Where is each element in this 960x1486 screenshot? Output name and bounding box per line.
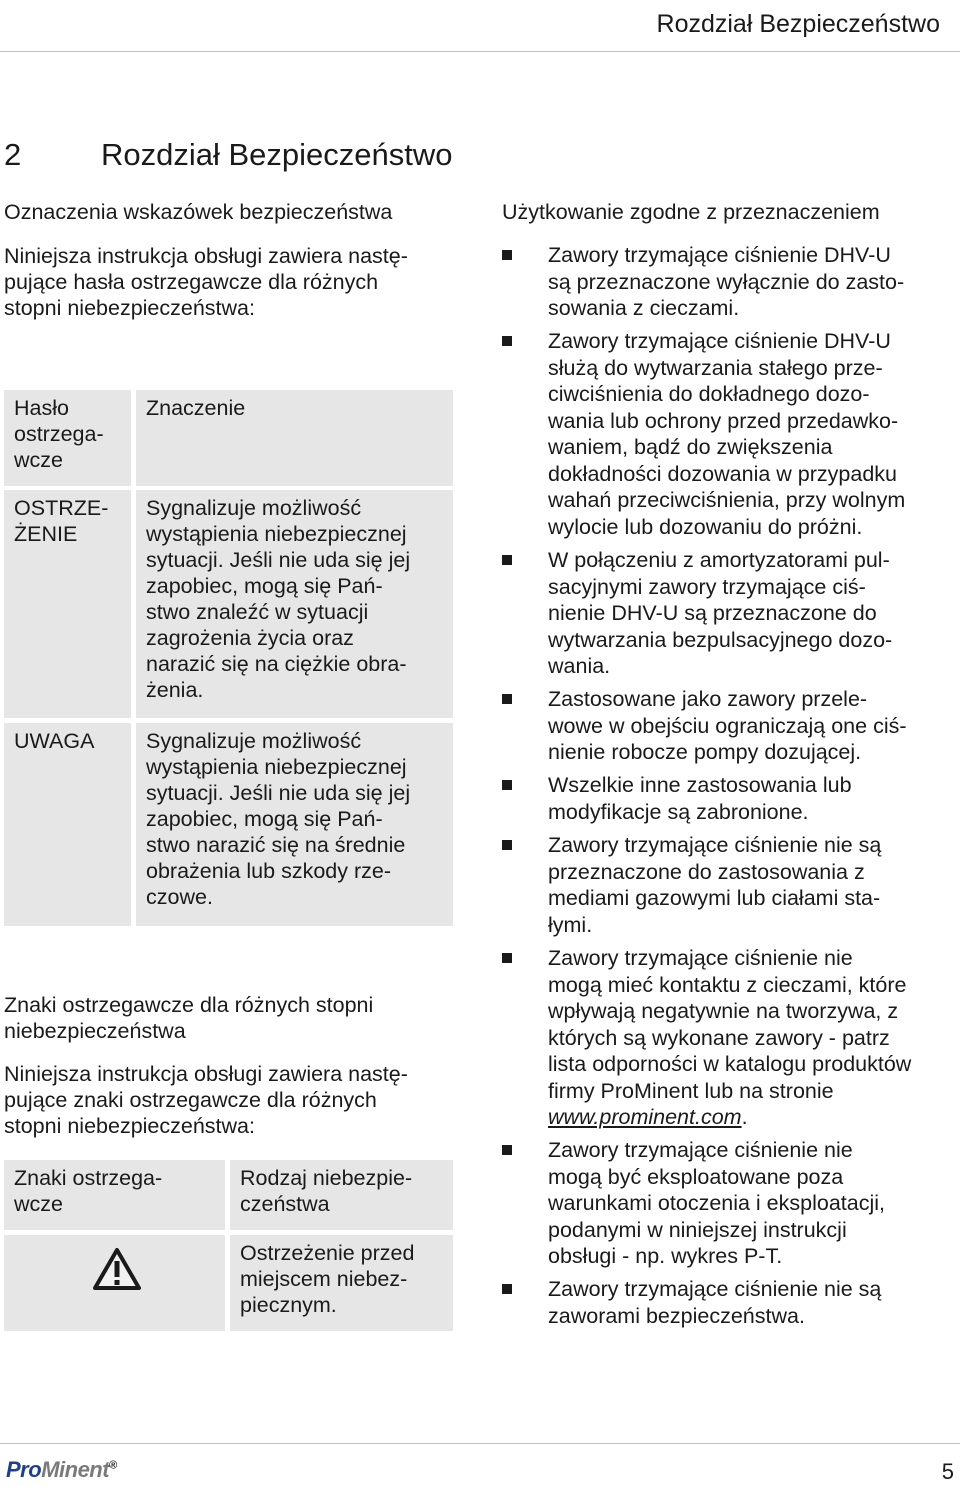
bullet-square-icon <box>502 694 512 704</box>
text-line: wahań przeciwciśnienia, przy wolnym <box>548 488 906 512</box>
text-line: wowe w obejściu ograniczają one ciś- <box>548 713 907 738</box>
text-line: lista odporności w katalogu produktów <box>548 1052 912 1076</box>
text-line: wpływają negatywnie na tworzywa, z <box>548 999 899 1023</box>
bullet-square-icon <box>502 840 512 850</box>
text-line <box>548 1104 911 1131</box>
text-line: zaworami bezpieczeństwa. <box>548 1303 805 1328</box>
text-line: wania. <box>548 654 611 678</box>
text-line: nienie robocze pompy dozującej. <box>548 740 862 764</box>
text-line: są przeznaczone wyłącznie do zasto- <box>548 269 905 294</box>
text-line: piecznym. <box>240 1293 337 1317</box>
text-line: stopni niebezpieczeństwa: <box>4 1114 255 1138</box>
text-line: Ostrzeżenie przed <box>240 1241 415 1265</box>
text-line: niebezpieczeństwa <box>4 1019 186 1043</box>
text-line: stwo znaleźć w sytuacji <box>146 600 369 624</box>
table2-row-hazard-text <box>230 1235 453 1331</box>
text-line: Zawory trzymające ciśnienie DHV-U <box>548 243 891 267</box>
text-line: zapobiec, mogą się Pań- <box>146 574 383 598</box>
bullet-square-icon <box>502 1284 512 1294</box>
text-line: Znaczenie <box>146 396 246 420</box>
text-line: mediami gazowymi lub ciałami sta- <box>548 886 881 910</box>
text-line: sytuacji. Jeśli nie uda się jej <box>146 548 411 572</box>
text-line: stopni niebezpieczeństwa: <box>4 296 255 320</box>
text-line: firmy ProMinent lub na stronie <box>548 1078 834 1103</box>
text-line: warunkami otoczenia i eksploatacji, <box>548 1191 885 1215</box>
text-line: obsługi - np. wykres P-T. <box>548 1244 783 1268</box>
chapter-number: 2 <box>4 137 22 172</box>
text-line: nienie DHV-U są przeznaczone do <box>548 601 877 625</box>
warning-triangle-icon <box>92 1247 142 1291</box>
text-line: Zawory trzymające ciśnienie nie <box>548 946 853 970</box>
text-line: modyfikacje są zabronione. <box>548 799 809 824</box>
logo-part-pro: Pro <box>6 1457 42 1482</box>
footer-divider <box>0 1443 960 1444</box>
text-line: służą do wytwarzania stałego prze- <box>548 355 883 380</box>
bullet-square-icon <box>502 780 512 790</box>
text-line: żenia. <box>146 678 204 702</box>
text-line: wylocie lub dozowaniu do próżni. <box>548 514 863 539</box>
text-line: Niniejsza instrukcja obsługi zawiera nastę- <box>4 244 408 268</box>
table1-row-warning-meaning <box>136 490 453 718</box>
section-heading-warning-signs <box>4 992 373 1044</box>
text-line: wcze <box>14 448 63 472</box>
text-line: Wszelkie inne zastosowania lub <box>548 773 852 797</box>
registered-mark: ® <box>109 1459 117 1472</box>
text-line: narazić się na ciężkie obra- <box>146 652 407 676</box>
prominent-logo <box>6 1457 117 1483</box>
table1-header-meaning <box>136 390 453 486</box>
text-line: ostrzega- <box>14 422 104 446</box>
bullet-square-icon <box>502 336 512 346</box>
text-line: waniem, bądź do zwiększenia <box>548 435 833 459</box>
text-line: wcze <box>14 1192 63 1216</box>
text-line: ŻENIE <box>14 522 78 546</box>
text-line: Zawory trzymające ciśnienie DHV-U <box>548 329 891 353</box>
text-line: ciwciśnienia do dokładnego dozo- <box>548 382 870 406</box>
text-line: pujące znaki ostrzegawcze dla różnych <box>4 1088 377 1112</box>
text-line: czeństwa <box>240 1192 330 1216</box>
text-line: podanymi w niniejszej instrukcji <box>548 1217 847 1242</box>
text-line: których są wykonane zawory - patrz <box>548 1025 890 1050</box>
text-line: Zastosowane jako zawory przele- <box>548 687 868 711</box>
bullet-square-icon <box>502 555 512 565</box>
text-line: Rodzaj niebezpie- <box>240 1166 413 1190</box>
text-line: zapobiec, mogą się Pań- <box>146 807 383 831</box>
section-intro-warning-signs <box>4 1061 408 1139</box>
text-line: wystąpienia niebezpiecznej <box>146 755 407 779</box>
bullet-square-icon <box>502 1145 512 1155</box>
table2-row-sign <box>4 1235 225 1331</box>
text-line: Niniejsza instrukcja obsługi zawiera nastę- <box>4 1062 408 1086</box>
text-line: Hasło <box>14 396 69 420</box>
text-line: dokładności dozowania w przypadku <box>548 461 897 486</box>
text-line: sytuacji. Jeśli nie uda się jej <box>146 781 411 805</box>
bullet-square-icon <box>502 953 512 963</box>
text-line: przeznaczone do zastosowania z <box>548 859 865 884</box>
text-line: wytwarzania bezpulsacyjnego dozo- <box>548 627 893 652</box>
table2-header-signs <box>4 1160 225 1230</box>
text-line: Zawory trzymające ciśnienie nie są <box>548 1277 882 1301</box>
text-line: UWAGA <box>14 729 95 753</box>
running-head: Rozdział Bezpieczeństwo <box>656 10 940 38</box>
text-line: Zawory trzymające ciśnienie nie są <box>548 833 882 857</box>
header-divider <box>0 51 960 52</box>
text-line: sacyjnymi zawory trzymające ciś- <box>548 574 866 599</box>
text-line: obrażenia lub szkody rze- <box>146 859 391 883</box>
table1-row-warning-word <box>4 490 131 718</box>
bullet-square-icon <box>502 250 512 260</box>
text-line: wystąpienia niebezpiecznej <box>146 522 407 546</box>
section-heading-signal-words: Oznaczenia wskazówek bezpieczeństwa <box>4 200 393 224</box>
chapter-title-text: Rozdział Bezpieczeństwo <box>101 137 453 172</box>
text-line: Znaki ostrzega- <box>14 1166 163 1190</box>
text-line: Znaki ostrzegawcze dla różnych stopni <box>4 993 374 1017</box>
section-intro-signal-words <box>4 243 408 321</box>
text-line: wania lub ochrony przed przedawko- <box>548 408 899 433</box>
text-line: mogą być eksploatowane poza <box>548 1164 844 1189</box>
table2-header-hazard-type <box>230 1160 453 1230</box>
text-line: OSTRZE- <box>14 496 109 520</box>
table1-row-caution-meaning <box>136 723 453 926</box>
table1-header-signal-word <box>4 390 131 486</box>
logo-part-minent: Minent <box>41 1457 110 1482</box>
table1-row-caution-word <box>4 723 131 926</box>
text-line: czowe. <box>146 885 213 909</box>
page-number: 5 <box>941 1459 954 1484</box>
text-line: Sygnalizuje możliwość <box>146 496 362 520</box>
section-heading-intended-use: Użytkowanie zgodne z przeznaczeniem <box>502 200 880 224</box>
text-line: sowania z cieczami. <box>548 296 740 320</box>
prominent-website-link[interactable]: www.prominent.com <box>548 1105 742 1129</box>
text-line: łymi. <box>548 912 593 937</box>
text-line: miejscem niebez- <box>240 1267 408 1291</box>
link-suffix: . <box>741 1105 748 1129</box>
text-line: W połączeniu z amortyzatorami pul- <box>548 548 890 572</box>
text-line: mogą mieć kontaktu z cieczami, które <box>548 972 907 997</box>
text-line: zagrożenia życia oraz <box>146 626 354 650</box>
text-line: Zawory trzymające ciśnienie nie <box>548 1138 853 1162</box>
text-line: Sygnalizuje możliwość <box>146 729 362 753</box>
text-line: pujące hasła ostrzegawcze dla różnych <box>4 270 379 294</box>
text-line: stwo narazić się na średnie <box>146 833 406 857</box>
